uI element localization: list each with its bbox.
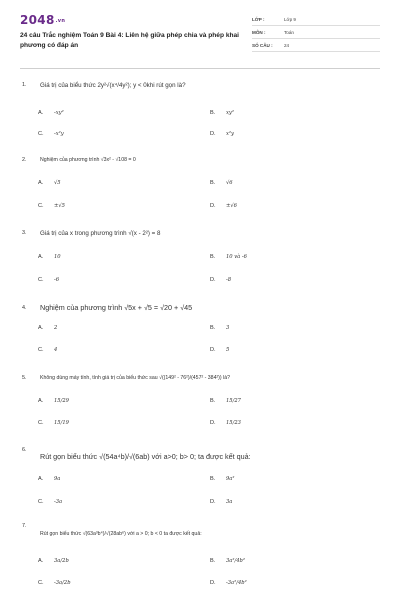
option-value: 9a² bbox=[226, 476, 235, 482]
question-number: 2. bbox=[22, 157, 27, 163]
option-label: B. bbox=[210, 110, 216, 116]
option-label: B. bbox=[210, 325, 216, 331]
count-value: 24 bbox=[284, 43, 290, 48]
option-label: C. bbox=[38, 420, 44, 426]
option-b[interactable] bbox=[210, 325, 229, 331]
divider bbox=[252, 25, 380, 26]
question-text: Rút gọn biểu thức √(63a³b⁴)/√(28ab⁶) với a > 0; b < 0 ta được kết quả: bbox=[40, 531, 202, 537]
divider bbox=[252, 51, 380, 52]
option-label: C. bbox=[38, 499, 44, 505]
option-d[interactable] bbox=[210, 580, 247, 586]
option-value: ±√5 bbox=[54, 203, 65, 209]
option-value: -6 bbox=[54, 277, 60, 283]
option-a[interactable] bbox=[38, 254, 61, 260]
option-value: 4 bbox=[54, 347, 58, 353]
option-value: 2 bbox=[54, 325, 58, 331]
option-value: -xy² bbox=[54, 110, 64, 116]
question-number: 1. bbox=[22, 82, 27, 88]
option-value: √5 bbox=[54, 180, 61, 186]
option-value: √6 bbox=[226, 180, 233, 186]
option-value: 3a bbox=[226, 499, 233, 505]
question-number: 7. bbox=[22, 523, 27, 529]
option-value: -3a bbox=[54, 499, 63, 505]
option-a[interactable] bbox=[38, 325, 57, 331]
question-text: Nghiệm của phương trình √3x² - √108 = 0 bbox=[40, 157, 136, 163]
option-value: 15/29 bbox=[54, 398, 69, 404]
option-d[interactable] bbox=[210, 347, 229, 353]
logo-suffix: .vn bbox=[55, 18, 66, 24]
divider bbox=[252, 38, 380, 39]
option-a[interactable] bbox=[38, 476, 60, 482]
site-logo[interactable] bbox=[20, 13, 65, 27]
option-value: 10 và -6 bbox=[226, 254, 247, 260]
question-text: Giá trị của biểu thức 2y²√(x⁴/4y²); y < 0khi rút gọn là? bbox=[40, 82, 186, 89]
question-number: 4. bbox=[22, 305, 27, 311]
option-d[interactable] bbox=[210, 499, 232, 505]
count-label: SỐ CÂU : bbox=[252, 43, 273, 48]
option-label: B. bbox=[210, 398, 216, 404]
option-c[interactable] bbox=[38, 347, 57, 353]
option-label: A. bbox=[38, 325, 44, 331]
option-c[interactable] bbox=[38, 277, 59, 283]
class-value: Lớp 9 bbox=[284, 17, 296, 22]
option-label: A. bbox=[38, 254, 44, 260]
option-label: D. bbox=[210, 203, 216, 209]
option-c[interactable] bbox=[38, 203, 65, 209]
option-c[interactable] bbox=[38, 499, 62, 505]
option-value: 3a²/4b² bbox=[226, 558, 245, 564]
option-label: B. bbox=[210, 254, 216, 260]
option-label: D. bbox=[210, 347, 216, 353]
page-header bbox=[0, 0, 400, 62]
header-divider bbox=[20, 68, 380, 69]
option-label: A. bbox=[38, 558, 44, 564]
option-label: C. bbox=[38, 277, 44, 283]
option-value: 15/19 bbox=[54, 420, 69, 426]
option-label: D. bbox=[210, 131, 216, 137]
option-d[interactable] bbox=[210, 203, 237, 209]
option-b[interactable] bbox=[210, 558, 245, 564]
option-value: ±√6 bbox=[226, 203, 237, 209]
option-label: A. bbox=[38, 110, 44, 116]
option-label: A. bbox=[38, 180, 44, 186]
option-label: C. bbox=[38, 580, 44, 586]
option-label: D. bbox=[210, 499, 216, 505]
class-label: LỚP : bbox=[252, 17, 265, 22]
option-b[interactable] bbox=[210, 476, 234, 482]
logo-text: 2048 bbox=[20, 13, 55, 27]
option-b[interactable] bbox=[210, 398, 241, 404]
option-value: 9a bbox=[54, 476, 61, 482]
option-a[interactable] bbox=[38, 180, 61, 186]
option-label: C. bbox=[38, 131, 44, 137]
option-value: -8 bbox=[226, 277, 232, 283]
option-value: 5 bbox=[226, 347, 230, 353]
question-number: 6. bbox=[22, 447, 27, 453]
option-label: A. bbox=[38, 398, 44, 404]
subject-value: Toán bbox=[284, 30, 294, 35]
question-number: 5. bbox=[22, 375, 27, 381]
option-label: D. bbox=[210, 420, 216, 426]
option-d[interactable] bbox=[210, 131, 234, 137]
option-label: B. bbox=[210, 558, 216, 564]
question-text: Rút gọn biểu thức √(54a⁴b)/√(6ab) với a>0; b> 0; ta được kết quả: bbox=[40, 452, 251, 461]
option-label: A. bbox=[38, 476, 44, 482]
subject-label: MÔN : bbox=[252, 30, 266, 35]
option-d[interactable] bbox=[210, 420, 241, 426]
question-text: Nghiệm của phương trình √5x + √5 = √20 + √45 bbox=[40, 303, 193, 312]
option-value: -3a²/4b² bbox=[226, 580, 247, 586]
option-value: 10 bbox=[54, 254, 61, 260]
option-d[interactable] bbox=[210, 277, 231, 283]
option-value: 3 bbox=[226, 325, 230, 331]
option-c[interactable] bbox=[38, 580, 71, 586]
option-label: D. bbox=[210, 277, 216, 283]
option-a[interactable] bbox=[38, 398, 69, 404]
option-label: C. bbox=[38, 347, 44, 353]
option-a[interactable] bbox=[38, 110, 64, 116]
option-value: -x²y bbox=[54, 131, 64, 137]
question-number: 3. bbox=[22, 230, 27, 236]
page-title: 24 câu Trắc nghiệm Toán 9 Bài 4: Liên hệ giữa phép chia và phép khai phương có đáp án bbox=[20, 32, 240, 49]
option-label: D. bbox=[210, 580, 216, 586]
option-value: 3a/2b bbox=[54, 558, 69, 564]
option-value: x²y bbox=[226, 131, 234, 137]
option-label: B. bbox=[210, 180, 216, 186]
option-b[interactable] bbox=[210, 110, 234, 116]
option-value: 15/27 bbox=[226, 398, 241, 404]
option-value: 15/23 bbox=[226, 420, 241, 426]
option-c[interactable] bbox=[38, 131, 64, 137]
option-value: xy² bbox=[226, 110, 234, 116]
option-label: B. bbox=[210, 476, 216, 482]
question-text: Giá trị của x trong phương trình √(x - 2²) = 8 bbox=[40, 230, 161, 237]
option-label: C. bbox=[38, 203, 44, 209]
option-value: -3a/2b bbox=[54, 580, 71, 586]
option-a[interactable] bbox=[38, 558, 69, 564]
option-b[interactable] bbox=[210, 254, 247, 260]
option-c[interactable] bbox=[38, 420, 69, 426]
option-b[interactable] bbox=[210, 180, 233, 186]
question-text: Không dùng máy tính, tính giá trị của biểu thức sau √((149² - 76²)/(457² - 384²)) là? bbox=[40, 375, 230, 381]
